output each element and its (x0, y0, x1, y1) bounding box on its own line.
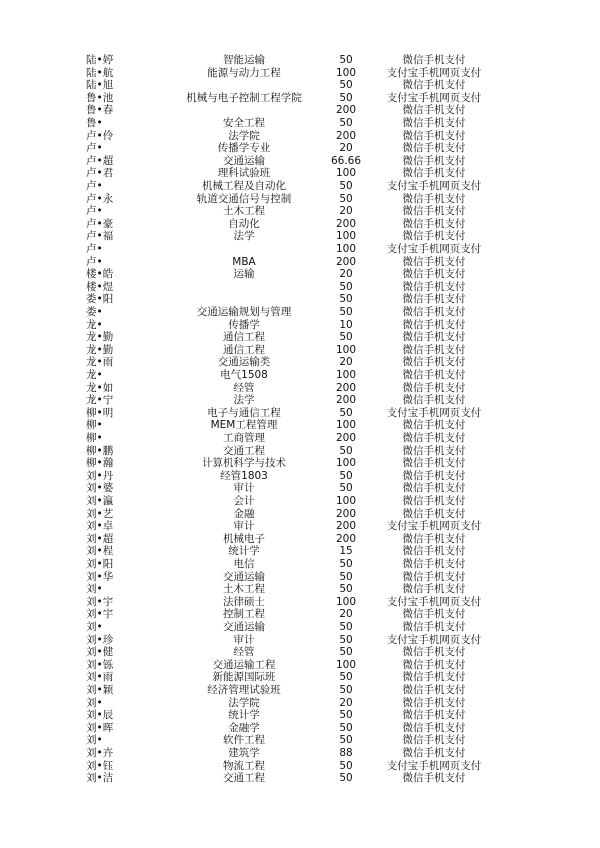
payment-method: 微信手机支付 (402, 747, 466, 759)
table-row (0, 634, 600, 647)
payment-method: 微信手机支付 (402, 532, 466, 545)
payment-method: 微信手机支付 (402, 167, 466, 180)
table-row (0, 281, 600, 294)
donor-name: 刘•程 (86, 545, 114, 558)
donor-name: 卢•永 (86, 192, 114, 205)
department: 运输 (233, 268, 255, 281)
table-row (0, 684, 600, 697)
amount: 20 (339, 696, 353, 709)
payment-method: 支付宝手机网页支付 (386, 243, 482, 255)
department: 统计学 (228, 709, 260, 722)
table-row (0, 596, 600, 609)
donor-name: 刘•晖 (86, 721, 114, 734)
donor-name: 卢• (86, 205, 103, 218)
payment-method: 支付宝手机网页支付 (386, 520, 482, 533)
donor-name: 龙•宁 (86, 394, 114, 407)
donor-name: 刘• (86, 583, 103, 596)
table-row (0, 369, 600, 382)
payment-method: 微信手机支付 (402, 469, 466, 482)
table-row (0, 331, 600, 344)
department: 交通工程 (223, 772, 265, 785)
donor-name: 刘•瀛 (86, 495, 114, 507)
donor-name: 龙• (86, 318, 103, 331)
department: 交通工程 (223, 444, 265, 457)
amount: 100 (335, 495, 357, 507)
table-row (0, 495, 600, 508)
amount: 50 (339, 293, 353, 306)
payment-method: 微信手机支付 (402, 734, 466, 747)
table-row (0, 583, 600, 596)
donor-name: 柳•瀚 (86, 457, 114, 470)
donor-name: 刘•颖 (86, 684, 114, 696)
donor-name: 鲁•池 (86, 91, 114, 104)
table-row (0, 722, 600, 735)
donor-name: 刘•铄 (86, 658, 114, 671)
donor-name: 刘•阳 (86, 558, 114, 570)
department: 统计学 (228, 545, 260, 558)
payment-method: 微信手机支付 (402, 306, 466, 318)
department: 交通运输类 (217, 356, 271, 369)
amount: 50 (339, 721, 353, 734)
payment-method: 微信手机支付 (402, 129, 466, 142)
donor-name: 陆•旭 (86, 79, 114, 92)
department: 机械与电子控制工程学院 (186, 91, 302, 104)
table-row (0, 117, 600, 130)
department: 法学院 (228, 129, 260, 142)
donor-name: 刘•超 (86, 532, 114, 545)
donor-name: 柳•明 (86, 406, 114, 419)
donor-name: 卢•君 (86, 167, 114, 180)
donor-name: 楼•皓 (86, 268, 114, 281)
table-row (0, 520, 600, 533)
department: 法律硕士 (223, 595, 265, 608)
payment-method: 微信手机支付 (402, 54, 466, 66)
department: 法学院 (228, 696, 260, 709)
amount: 88 (339, 747, 353, 759)
table-row (0, 67, 600, 80)
payment-method: 微信手机支付 (402, 545, 466, 558)
department: 机械电子 (223, 532, 265, 545)
amount: 200 (335, 394, 357, 407)
department: 传播学 (228, 318, 260, 331)
donor-name: 刘•宇 (86, 595, 114, 608)
payment-method: 支付宝手机网页支付 (386, 595, 482, 608)
donor-name: 刘•雨 (86, 671, 114, 684)
department: 控制工程 (223, 608, 265, 621)
payment-method: 支付宝手机网页支付 (386, 180, 482, 192)
amount: 50 (339, 331, 353, 344)
table-row (0, 356, 600, 369)
table-row (0, 419, 600, 432)
donor-name: 刘•婆 (86, 482, 114, 495)
table-row (0, 659, 600, 672)
donor-name: 刘•卉 (86, 747, 114, 759)
payment-method: 支付宝手机网页支付 (386, 406, 482, 419)
amount: 200 (335, 520, 357, 533)
payment-method: 微信手机支付 (402, 608, 466, 621)
amount: 200 (335, 104, 357, 117)
payment-method: 微信手机支付 (402, 268, 466, 281)
payment-method: 微信手机支付 (402, 192, 466, 205)
table-row (0, 558, 600, 571)
table-row (0, 382, 600, 395)
amount: 50 (339, 709, 353, 722)
payment-method: 微信手机支付 (402, 394, 466, 407)
department: 经管1803 (220, 469, 268, 482)
payment-method: 微信手机支付 (402, 558, 466, 570)
table-row (0, 230, 600, 243)
amount: 200 (335, 255, 357, 268)
payment-method: 微信手机支付 (402, 154, 466, 167)
table-row (0, 760, 600, 773)
department: 轨道交通信号与控制 (196, 192, 292, 205)
payment-method: 微信手机支付 (402, 696, 466, 709)
amount: 100 (335, 230, 357, 243)
department: 交通运输 (223, 621, 265, 633)
amount: 50 (339, 570, 353, 583)
table-row (0, 155, 600, 168)
payment-method: 微信手机支付 (402, 381, 466, 394)
department: 金融学 (228, 721, 260, 734)
department: 通信工程 (223, 343, 265, 356)
department: 电信 (233, 558, 255, 570)
donor-name: 卢• (86, 142, 103, 155)
amount: 15 (339, 545, 353, 558)
donor-name: 陆•婷 (86, 54, 114, 66)
donor-name: 刘•珍 (86, 633, 114, 646)
amount: 200 (335, 507, 357, 520)
table-row (0, 256, 600, 269)
amount: 100 (335, 595, 357, 608)
table-row (0, 180, 600, 193)
payment-method: 支付宝手机网页支付 (386, 759, 482, 772)
table-row (0, 545, 600, 558)
amount: 50 (339, 772, 353, 785)
table-row (0, 747, 600, 760)
amount: 50 (339, 469, 353, 482)
amount: 100 (335, 658, 357, 671)
department: 经济管理试验班 (207, 684, 281, 696)
table-row (0, 608, 600, 621)
department: 土木工程 (223, 583, 265, 596)
department: MEM工程管理 (210, 419, 278, 432)
department: 土木工程 (223, 205, 265, 218)
donor-name: 刘• (86, 734, 103, 747)
donor-name: 刘•辰 (86, 709, 114, 722)
table-row (0, 218, 600, 231)
donor-name: 卢•超 (86, 154, 114, 167)
payment-method: 微信手机支付 (402, 570, 466, 583)
donor-name: 卢• (86, 243, 103, 255)
table-row (0, 482, 600, 495)
payment-method: 微信手机支付 (402, 255, 466, 268)
payment-method: 微信手机支付 (402, 419, 466, 432)
payment-method: 微信手机支付 (402, 507, 466, 520)
table-row (0, 344, 600, 357)
amount: 50 (339, 306, 353, 318)
donor-name: 龙•勤 (86, 343, 114, 356)
donor-name: 卢•伶 (86, 129, 114, 142)
department: 交通运输 (223, 154, 265, 167)
amount: 50 (339, 117, 353, 129)
payment-method: 微信手机支付 (402, 293, 466, 306)
payment-method: 微信手机支付 (402, 684, 466, 696)
payment-method: 支付宝手机网页支付 (386, 633, 482, 646)
table-row (0, 79, 600, 92)
payment-method: 微信手机支付 (402, 356, 466, 369)
department: 新能源国际班 (212, 671, 276, 684)
payment-method: 微信手机支付 (402, 280, 466, 293)
department: 审计 (233, 520, 255, 533)
amount: 100 (335, 457, 357, 470)
amount: 100 (335, 343, 357, 356)
amount: 100 (335, 419, 357, 432)
payment-method: 微信手机支付 (402, 369, 466, 381)
department: 审计 (233, 482, 255, 495)
donor-name: 楼•煜 (86, 280, 114, 293)
amount: 200 (335, 432, 357, 444)
table-row (0, 104, 600, 117)
donor-name: 刘• (86, 696, 103, 709)
table-row (0, 142, 600, 155)
department: 物流工程 (223, 759, 265, 772)
department: 电子与通信工程 (207, 406, 281, 419)
amount: 200 (335, 381, 357, 394)
payment-method: 微信手机支付 (402, 444, 466, 457)
table-row (0, 167, 600, 180)
donor-name: 柳• (86, 419, 103, 432)
department: 审计 (233, 633, 255, 646)
amount: 50 (339, 444, 353, 457)
table-row (0, 205, 600, 218)
department: 安全工程 (223, 117, 265, 129)
table-row (0, 319, 600, 332)
department: 传播学专业 (217, 142, 271, 155)
table-row (0, 697, 600, 710)
amount: 50 (339, 646, 353, 659)
donor-name: 刘•健 (86, 646, 114, 659)
table-row (0, 533, 600, 546)
table-row (0, 243, 600, 256)
amount: 50 (339, 671, 353, 684)
donor-name: 龙•勤 (86, 331, 114, 344)
amount: 200 (335, 217, 357, 230)
table-row (0, 772, 600, 785)
payment-method: 支付宝手机网页支付 (386, 66, 482, 79)
payment-method: 微信手机支付 (402, 318, 466, 331)
amount: 50 (339, 759, 353, 772)
amount: 20 (339, 268, 353, 281)
table-row (0, 571, 600, 584)
donor-name: 柳• (86, 432, 103, 444)
table-row (0, 293, 600, 306)
amount: 50 (339, 54, 353, 66)
donor-name: 刘•卓 (86, 520, 114, 533)
payment-method: 微信手机支付 (402, 671, 466, 684)
amount: 50 (339, 684, 353, 696)
amount: 50 (339, 91, 353, 104)
donor-name: 卢• (86, 255, 103, 268)
amount: 100 (335, 243, 357, 255)
amount: 100 (335, 369, 357, 381)
donor-name: 刘•钰 (86, 759, 114, 772)
department: 会计 (233, 495, 255, 507)
amount: 50 (339, 192, 353, 205)
table-row (0, 130, 600, 143)
payment-method: 微信手机支付 (402, 142, 466, 155)
table-row (0, 457, 600, 470)
donor-name: 鲁• (86, 117, 103, 129)
amount: 20 (339, 205, 353, 218)
donor-name: 卢•豪 (86, 217, 114, 230)
donor-name: 卢• (86, 180, 103, 192)
payment-method: 微信手机支付 (402, 205, 466, 218)
table-row (0, 306, 600, 319)
department: 建筑学 (228, 747, 260, 759)
department: 电气1508 (220, 369, 268, 381)
department: 通信工程 (223, 331, 265, 344)
table-row (0, 407, 600, 420)
donor-name: 刘• (86, 621, 103, 633)
table-row (0, 92, 600, 105)
department: 工商管理 (223, 432, 265, 444)
payment-method: 微信手机支付 (402, 457, 466, 470)
payment-method: 微信手机支付 (402, 495, 466, 507)
department: 智能运输 (223, 54, 265, 66)
amount: 66.66 (330, 154, 362, 167)
table-row (0, 445, 600, 458)
amount: 100 (335, 167, 357, 180)
department: MBA (232, 255, 256, 268)
amount: 50 (339, 583, 353, 596)
department: 计算机科学与技术 (202, 457, 286, 470)
amount: 50 (339, 633, 353, 646)
payment-method: 微信手机支付 (402, 230, 466, 243)
donor-name: 刘•艺 (86, 507, 114, 520)
payment-method: 支付宝手机网页支付 (386, 91, 482, 104)
table-row (0, 671, 600, 684)
department: 法学 (233, 230, 255, 243)
donor-name: 陆•航 (86, 66, 114, 79)
department: 理科试验班 (217, 167, 271, 180)
table-row (0, 709, 600, 722)
payment-method: 微信手机支付 (402, 331, 466, 344)
table-row (0, 621, 600, 634)
department: 法学 (233, 394, 255, 407)
amount: 50 (339, 734, 353, 747)
donor-name: 龙• (86, 369, 103, 381)
table-row (0, 268, 600, 281)
department: 软件工程 (223, 734, 265, 747)
department: 交通运输规划与管理 (196, 306, 292, 318)
payment-method: 微信手机支付 (402, 709, 466, 722)
amount: 20 (339, 142, 353, 155)
payment-method: 微信手机支付 (402, 217, 466, 230)
donor-name: 娄•阳 (86, 293, 114, 306)
amount: 100 (335, 66, 357, 79)
payment-method: 微信手机支付 (402, 583, 466, 596)
payment-method: 微信手机支付 (402, 79, 466, 92)
table-row (0, 432, 600, 445)
payment-method: 微信手机支付 (402, 772, 466, 785)
table-row (0, 54, 600, 67)
department: 交通运输 (223, 570, 265, 583)
department: 金融 (233, 507, 255, 520)
donor-name: 柳•鹏 (86, 444, 114, 457)
payment-method: 微信手机支付 (402, 104, 466, 117)
payment-method: 微信手机支付 (402, 482, 466, 495)
amount: 50 (339, 406, 353, 419)
amount: 200 (335, 129, 357, 142)
payment-method: 微信手机支付 (402, 117, 466, 129)
amount: 50 (339, 280, 353, 293)
amount: 20 (339, 356, 353, 369)
amount: 50 (339, 79, 353, 92)
department: 经管 (233, 646, 255, 659)
amount: 50 (339, 482, 353, 495)
payment-method: 微信手机支付 (402, 343, 466, 356)
donor-name: 卢•福 (86, 230, 114, 243)
table-row (0, 193, 600, 206)
department: 经管 (233, 381, 255, 394)
department: 自动化 (228, 217, 260, 230)
payment-method: 微信手机支付 (402, 432, 466, 444)
donor-name: 刘•洁 (86, 772, 114, 785)
amount: 50 (339, 621, 353, 633)
donor-name: 刘•宇 (86, 608, 114, 621)
department: 机械工程及自动化 (202, 180, 286, 192)
donor-name: 刘•丹 (86, 469, 114, 482)
table-row (0, 734, 600, 747)
donor-name: 鲁•春 (86, 104, 114, 117)
table-row (0, 470, 600, 483)
amount: 50 (339, 180, 353, 192)
amount: 50 (339, 558, 353, 570)
table-row (0, 508, 600, 521)
table-row (0, 646, 600, 659)
table-row (0, 394, 600, 407)
amount: 200 (335, 532, 357, 545)
department: 能源与动力工程 (207, 66, 281, 79)
donor-name: 刘•华 (86, 570, 114, 583)
payment-method: 微信手机支付 (402, 621, 466, 633)
donor-name: 龙•雨 (86, 356, 114, 369)
payment-method: 微信手机支付 (402, 658, 466, 671)
amount: 20 (339, 608, 353, 621)
department: 交通运输工程 (212, 658, 276, 671)
donor-name: 娄• (86, 306, 103, 318)
amount: 10 (339, 318, 353, 331)
payment-method: 微信手机支付 (402, 646, 466, 659)
donor-name: 龙•如 (86, 381, 114, 394)
payment-method: 微信手机支付 (402, 721, 466, 734)
